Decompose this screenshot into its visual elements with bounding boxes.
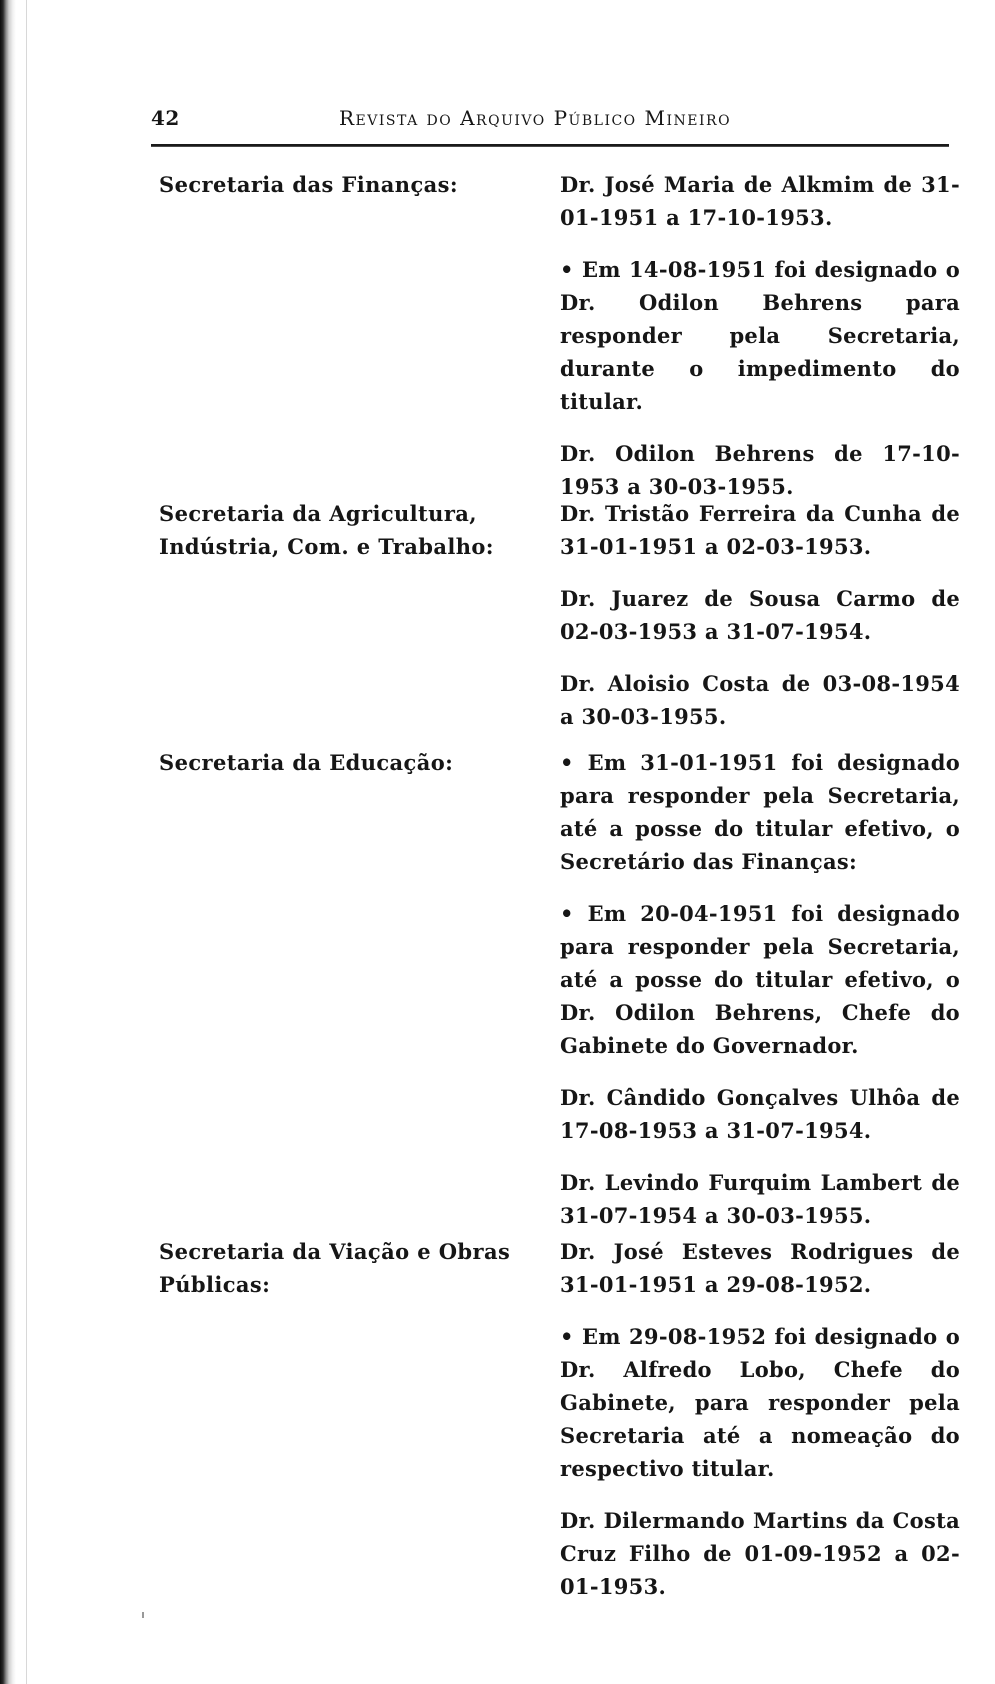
section-entries bbox=[560, 168, 960, 522]
section-entries bbox=[560, 1235, 960, 1622]
section-title: Secretaria da Educação: bbox=[159, 750, 454, 775]
journal-title: Revista do Arquivo Público Mineiro bbox=[339, 106, 732, 130]
header-rule bbox=[151, 144, 949, 147]
entry: • Em 31-01-1951 foi designado para responder pela Secretaria, até a posse do titular efetivo, o Secretário das Finanças: bbox=[560, 750, 960, 874]
entry: Dr. José Maria de Alkmim de 31-01-1951 a 17-10-1953. bbox=[560, 172, 960, 230]
section-entries bbox=[560, 497, 960, 752]
running-header bbox=[151, 106, 951, 136]
section-title: Secretaria da Agricultura, Indústria, Com. e Trabalho: bbox=[159, 501, 494, 559]
entry: Dr. José Esteves Rodrigues de 31-01-1951 a 29-08-1952. bbox=[560, 1239, 960, 1297]
page-binding-shadow bbox=[0, 0, 16, 1684]
entry: • Em 20-04-1951 foi designado para responder pela Secretaria, até a posse do titular efetivo, o Dr. Odilon Behrens, Chefe do Gabinete do Governador. bbox=[560, 901, 960, 1058]
section-title: Secretaria das Finanças: bbox=[159, 172, 459, 197]
scan-speck bbox=[142, 1612, 144, 1618]
entry: Dr. Odilon Behrens de 17-10-1953 a 30-03-1955. bbox=[560, 441, 960, 499]
entry: • Em 14-08-1951 foi designado o Dr. Odilon Behrens para responder pela Secretaria, durante o impedimento do titular. bbox=[560, 257, 960, 414]
entry: Dr. Juarez de Sousa Carmo de 02-03-1953 a 31-07-1954. bbox=[560, 586, 960, 644]
entry: Dr. Tristão Ferreira da Cunha de 31-01-1951 a 02-03-1953. bbox=[560, 501, 960, 559]
entry: Dr. Levindo Furquim Lambert de 31-07-1954 a 30-03-1955. bbox=[560, 1170, 960, 1228]
section-title: Secretaria da Viação e Obras Públicas: bbox=[159, 1239, 511, 1297]
entry: Dr. Dilermando Martins da Costa Cruz Filho de 01-09-1952 a 02-01-1953. bbox=[560, 1508, 960, 1599]
entry: Dr. Cândido Gonçalves Ulhôa de 17-08-1953 a 31-07-1954. bbox=[560, 1085, 960, 1143]
binding-line bbox=[26, 0, 27, 1684]
entry: • Em 29-08-1952 foi designado o Dr. Alfredo Lobo, Chefe do Gabinete, para responder pela Secretaria até a nomeação do respectivo titular. bbox=[560, 1324, 960, 1481]
page-number: 42 bbox=[151, 106, 180, 130]
entry: Dr. Aloisio Costa de 03-08-1954 a 30-03-1955. bbox=[560, 671, 960, 729]
section-entries bbox=[560, 746, 960, 1251]
